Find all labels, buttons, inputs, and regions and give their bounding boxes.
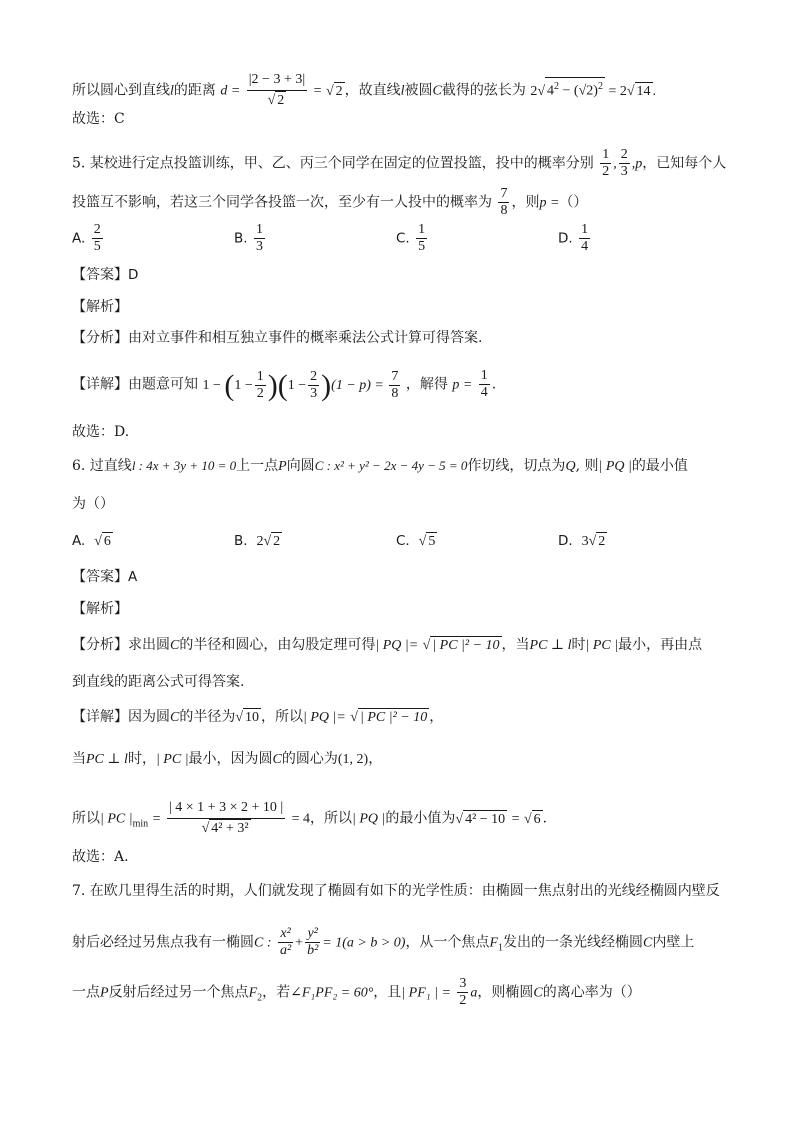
- tag: 【分析】: [72, 637, 128, 653]
- text: 射后必经过另焦点我有一椭圆: [72, 934, 254, 951]
- q6-xiangjie-1: 【详解】因为圆C的半径为√ 10 ，所以| PQ |= √ | PC |² − 10 ，: [72, 709, 444, 725]
- var-C: C :: [254, 935, 272, 951]
- text: ，: [368, 751, 383, 767]
- base: 4: [547, 83, 555, 99]
- close: ): [593, 83, 598, 99]
- var-l: l: [170, 83, 174, 99]
- num: | 4 × 1 + 3 × 2 + 10 |: [167, 798, 285, 819]
- tag: 【详解】: [72, 709, 128, 725]
- text: ，: [429, 709, 444, 725]
- text: 时，: [127, 751, 156, 767]
- sqrt-arg: 4² + 3²: [211, 821, 249, 836]
- den: 3: [620, 164, 628, 179]
- text: ，若: [262, 984, 291, 1001]
- term: (1 − p) =: [331, 377, 384, 393]
- num: y²: [305, 926, 320, 943]
- text: ，所以: [310, 810, 353, 827]
- value: D: [128, 267, 139, 283]
- text: 作切线，切点为: [467, 458, 566, 474]
- subscript: 2: [257, 992, 263, 1004]
- label: C.: [396, 533, 410, 549]
- text: 的半径为: [179, 709, 236, 725]
- num: 7: [391, 368, 399, 384]
- num: 2: [93, 222, 101, 237]
- text: ，当: [501, 637, 530, 653]
- var-F: F: [489, 935, 498, 951]
- text: 截得的弦长为: [441, 82, 526, 99]
- sqrt-arg: $4^2 - (√2)^2$: [545, 77, 605, 100]
- text: ，从一个焦点: [405, 934, 490, 951]
- subscript: 1: [498, 942, 503, 954]
- frac: [308, 369, 319, 402]
- frac: [619, 147, 630, 180]
- text: 的圆心为: [281, 751, 338, 767]
- var-P: P: [278, 459, 287, 474]
- frac: [254, 222, 265, 255]
- denominator: √ 2: [267, 93, 285, 108]
- tag: 【详解】: [72, 376, 128, 393]
- label: B.: [234, 533, 248, 549]
- var-l: l: [400, 83, 405, 99]
- text: ，故直线: [344, 82, 401, 99]
- frac: [278, 926, 293, 959]
- q5-fenxi: [72, 327, 482, 349]
- sqrt-arg: 2: [335, 83, 343, 99]
- condition: = 1(a > b > 0): [322, 935, 406, 951]
- den: 2: [256, 385, 264, 401]
- q7-line-2: [72, 926, 694, 959]
- num: 1: [418, 222, 426, 237]
- circle-equation: C : x² + y² − 2x − 4y − 5 = 0: [314, 458, 468, 473]
- num: x²: [278, 926, 293, 943]
- solution-line-1: [72, 70, 656, 111]
- text: ，解得: [405, 376, 448, 393]
- pq: | PQ |=: [375, 638, 419, 653]
- var-C: C: [432, 83, 442, 99]
- frac: [457, 976, 468, 1009]
- den: √ 4² + 3²: [201, 821, 249, 836]
- den: 2: [602, 164, 610, 179]
- num: 3: [459, 976, 467, 991]
- text: ，已知每个人: [642, 155, 727, 172]
- den: 8: [500, 203, 508, 218]
- num: 2: [620, 147, 628, 162]
- var-p: ,p: [631, 156, 643, 172]
- text: , 则: [575, 458, 599, 474]
- sqrt-arg: 6: [103, 534, 111, 549]
- den: 2: [459, 993, 467, 1008]
- var-p: p =: [452, 377, 473, 393]
- num: 1: [480, 368, 488, 383]
- sqrt-arg: 2: [273, 534, 281, 549]
- den: 4: [581, 239, 589, 254]
- sqrt-arg: 5: [428, 534, 436, 549]
- term: 1 −: [234, 377, 253, 393]
- q6-option-a: A. √ 6: [72, 533, 111, 549]
- text: 被圆: [404, 82, 433, 99]
- subscript: min: [132, 818, 149, 830]
- frac: [389, 369, 400, 402]
- q5-answer: [72, 264, 138, 286]
- frac: [255, 369, 266, 402]
- text: 因为圆: [128, 709, 170, 725]
- den: 3: [310, 385, 318, 401]
- q6-xiangjie-3: 所以| PC $|_{min}$ = $\frac{| 4 \times 1 + 3 \times 2 + 10 |}{\text{√ 4² + 3²}}$ = 4，所以| PQ |的最小值为√ 4² − 10 = √ 6 .: [72, 798, 547, 839]
- chord-formula: 2√ $4^2 - (√2)^2 = 2√$ 14 .: [530, 84, 656, 99]
- text: 投篮互不影响，若这三个同学各投篮一次，至少有一人投中的概率为: [72, 194, 492, 211]
- q6-xiangjie-2: [72, 748, 382, 771]
- distance-fraction: [167, 798, 285, 839]
- q6-option-c: C. √ 5: [396, 533, 436, 549]
- q6-option-d: D. 3√ 2: [558, 533, 606, 549]
- q6-fenxi-1: 【分析】求出圆C的半径和圆心，由勾股定理可得| PQ |= √ | PC |² − 10 ，当PC ⊥ l时| PC |最小，再由点: [72, 637, 703, 653]
- text: ，所以: [261, 709, 304, 725]
- q6-jiexi: 【解析】: [72, 601, 128, 617]
- num: 7: [500, 186, 508, 201]
- label: D.: [558, 230, 573, 247]
- text: 的半径和圆心，由勾股定理可得: [179, 637, 376, 653]
- eq: =: [511, 811, 520, 827]
- sqrt-arg: 2: [277, 93, 285, 108]
- text: 反射后经过另一个焦点: [108, 984, 249, 1001]
- q6-answer: [72, 566, 137, 588]
- term: 1 −: [287, 377, 307, 393]
- result: = 4: [291, 811, 311, 827]
- q6-line-2: 为（）: [72, 496, 114, 512]
- text: ，则椭圆: [477, 984, 534, 1001]
- text: ，则: [511, 194, 540, 211]
- q5-xiangjie: [72, 368, 496, 402]
- text: 的离心率为（）: [542, 984, 641, 1001]
- distance-fraction: [247, 70, 307, 111]
- text: 一点: [72, 984, 100, 1001]
- q6-line-1: [72, 455, 688, 478]
- num: 2: [310, 368, 318, 384]
- q5-option-a: [72, 222, 105, 255]
- text: 最小，再由点: [618, 637, 703, 653]
- eq: =: [152, 811, 161, 827]
- text: 发出的一条光线经椭圆: [503, 934, 643, 951]
- var-C: C: [643, 935, 653, 951]
- q6-pick: 故选：A.: [72, 849, 129, 865]
- pc: | PC |: [100, 811, 133, 827]
- text: 的最小值: [631, 458, 688, 474]
- sqrt-arg: 6: [533, 811, 541, 827]
- frac: [416, 222, 427, 255]
- den: 4: [480, 385, 488, 400]
- coef: 2: [256, 534, 264, 549]
- tag: 【答案】: [72, 267, 128, 283]
- var-C: C: [272, 752, 282, 767]
- eq: = 2: [608, 83, 627, 99]
- text: 当: [72, 751, 86, 767]
- var-C: C: [170, 638, 180, 653]
- period: .: [652, 83, 657, 99]
- q5-option-d: [558, 222, 592, 255]
- q5-line-2: [72, 186, 587, 219]
- tag: 【分析】: [72, 330, 128, 346]
- den: 5: [93, 239, 101, 254]
- q7-line-3: [72, 976, 641, 1009]
- sqrt-value: √ 2: [325, 83, 343, 99]
- frac: [92, 222, 103, 255]
- text: （）: [559, 194, 588, 211]
- tag: 【答案】: [72, 569, 128, 585]
- angle: ∠F₁PF₂ = 60°: [290, 985, 374, 1001]
- text: ，且: [373, 984, 402, 1001]
- label: D.: [558, 533, 573, 549]
- inner: 2: [586, 83, 594, 99]
- equals: =: [313, 83, 322, 99]
- label: B.: [234, 230, 248, 247]
- den: 8: [391, 385, 399, 401]
- numerator: |2 − 3 + 3|: [247, 70, 307, 91]
- num: 1: [256, 222, 264, 237]
- line-equation: l : 4x + 3y + 10 = 0: [131, 458, 237, 473]
- q6-option-b: B. 2√ 2: [234, 533, 281, 549]
- pq: | PQ |: [598, 459, 632, 474]
- den: b²: [307, 943, 319, 958]
- pc: | PC |: [155, 752, 189, 767]
- text: 的最小值为: [385, 810, 456, 827]
- text: 所以: [72, 810, 100, 827]
- var-a: a: [470, 985, 478, 1001]
- term: 1 −: [202, 377, 221, 393]
- den: 5: [418, 239, 426, 254]
- var-p: p =: [539, 195, 560, 211]
- text: 内壁上: [652, 934, 695, 951]
- text: 求出圆: [128, 637, 170, 653]
- q5-option-c: [396, 222, 429, 255]
- text: 由题意可知: [128, 376, 198, 393]
- frac: [498, 186, 509, 219]
- perp: PC ⊥ l: [529, 638, 572, 653]
- var-C: C: [533, 985, 543, 1001]
- pc: | PC |: [585, 638, 619, 653]
- text: 向圆: [286, 458, 315, 474]
- q5-line-1: 5. 某校进行定点投篮训练，甲、乙、丙三个同学在固定的位置投篮，投中的概率分别 $\frac{1}{2}$ , $\frac{2}{3}$ ,p，已知每个人: [72, 147, 727, 179]
- text: 6. 过直线: [72, 458, 132, 474]
- period: .: [491, 376, 497, 393]
- den: 3: [256, 239, 264, 254]
- sqrt-arg: 4² − 10: [465, 811, 506, 827]
- sqrt-arg: | PC |² − 10: [432, 638, 500, 653]
- q6-fenxi-2: 到直线的距离公式可得答案.: [72, 674, 245, 690]
- frac: [579, 222, 590, 255]
- center: (1, 2): [337, 752, 369, 767]
- text: 由对立事件和相互独立事件的概率乘法公式计算可得答案.: [128, 330, 483, 346]
- q5-jiexi: 【解析】: [72, 299, 128, 315]
- pf1: | PF₁ | =: [401, 985, 451, 1001]
- coef: 3: [581, 534, 589, 549]
- value: A: [128, 569, 138, 585]
- coef: 2: [530, 83, 538, 99]
- label: C.: [396, 230, 410, 247]
- text: 最小，因为圆: [188, 751, 273, 767]
- q5-pick: 故选：D.: [72, 424, 130, 440]
- pq: | PQ |=: [303, 710, 346, 725]
- frac: [600, 147, 611, 180]
- frac: [479, 368, 490, 401]
- sqrt-arg: 2: [598, 534, 606, 549]
- num: 1: [602, 147, 610, 162]
- text: 上一点: [236, 458, 279, 474]
- period: .: [542, 810, 548, 827]
- num: 1: [256, 368, 264, 384]
- text: 5. 某校进行定点投篮训练，甲、乙、丙三个同学在固定的位置投篮，投中的概率分别: [72, 155, 594, 172]
- var-F: F: [248, 985, 258, 1001]
- q5-option-b: [234, 222, 267, 255]
- label: A.: [72, 230, 86, 247]
- sqrt-arg: 14: [636, 83, 651, 99]
- text: 时: [571, 637, 586, 653]
- minus: − (: [559, 83, 579, 99]
- sqrt-arg: | PC |² − 10: [359, 710, 428, 725]
- frac: [305, 926, 320, 959]
- pq: | PQ |: [352, 811, 386, 827]
- var-C: C: [170, 710, 180, 725]
- text: 的距离: [173, 82, 216, 99]
- plus: +: [295, 935, 304, 951]
- num: 1: [581, 222, 589, 237]
- var-d: d =: [220, 83, 241, 99]
- label: A.: [72, 533, 86, 549]
- text: 所以圆心到直线: [72, 82, 170, 99]
- sqrt-arg: 10: [245, 710, 260, 725]
- var-P: P: [100, 985, 109, 1001]
- den: a²: [279, 943, 292, 958]
- pick-answer: 故选：C: [72, 111, 125, 127]
- var-Q: Q: [565, 459, 576, 474]
- perp: PC ⊥ l: [86, 752, 128, 767]
- formula: 1 − (1 − $\frac{1}{2}$ )(1 − $\frac{2}{3}$ )(1 − p) = $\frac{7}{8}$: [202, 368, 399, 402]
- q7-line-1: 7. 在欧几里得生活的时期，人们就发现了椭圆有如下的光学性质：由椭圆一焦点射出的光线经椭圆内壁反: [72, 883, 720, 899]
